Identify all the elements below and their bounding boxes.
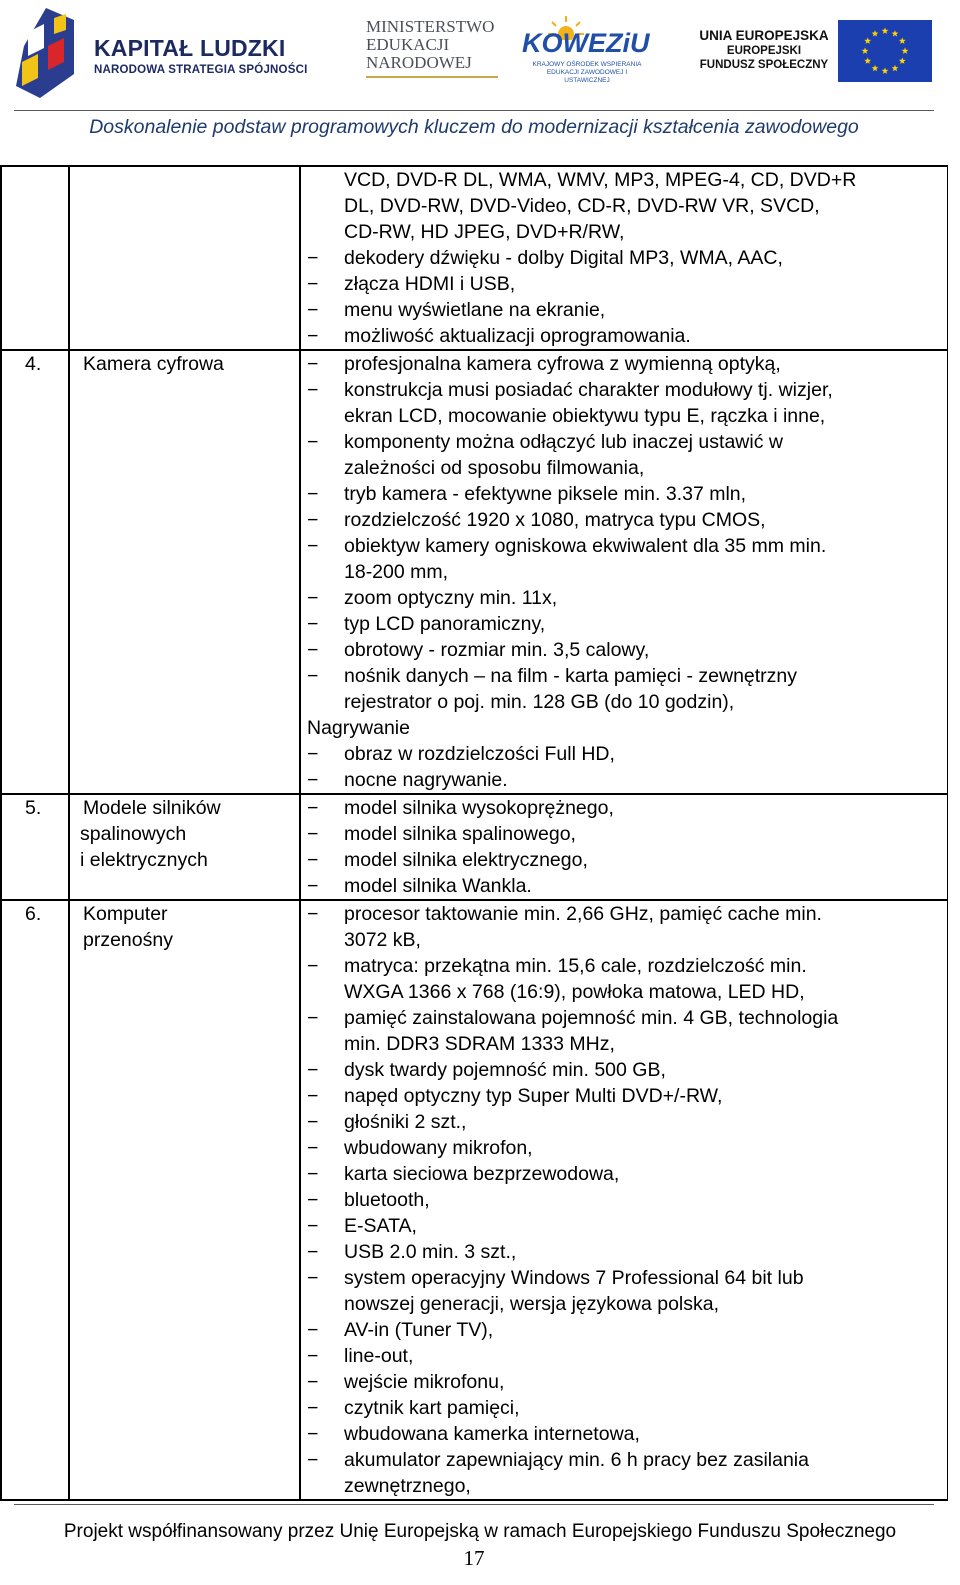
spec-bullet-item: − USB 2.0 min. 3 szt., xyxy=(307,1239,838,1265)
spec-continuation-line: VCD, DVD-R DL, WMA, WMV, MP3, MPEG-4, CD, DVD+R xyxy=(344,169,857,191)
spec-bullet-item: − wbudowany mikrofon, xyxy=(307,1135,838,1161)
spec-continuation-line: zależności od sposobu filmowania, xyxy=(344,457,645,479)
spec-continuation-line: 18-200 mm, xyxy=(344,561,449,583)
spec-bullet-item: − obraz w rozdzielczości Full HD, xyxy=(307,741,833,767)
spec-continuation-line: Nagrywanie xyxy=(307,717,410,739)
spec-bullet-item: − wejście mikrofonu, xyxy=(307,1369,838,1395)
item-name-line: Kamera cyfrowa xyxy=(83,353,224,375)
item-name-line: Komputer xyxy=(83,903,168,925)
header-tagline: Doskonalenie podstaw programowych kluczem do modernizacji kształcenia zawodowego xyxy=(89,116,859,138)
table-border-right xyxy=(947,165,949,1501)
spec-bullet-item: − AV-in (Tuner TV), xyxy=(307,1317,838,1343)
spec-bullet-item: − typ LCD panoramiczny, xyxy=(307,611,833,637)
men-line-3: NARODOWEJ xyxy=(366,53,472,72)
spec-continuation-line: nowszej generacji, wersja językowa polska, xyxy=(344,1293,720,1315)
header-divider xyxy=(14,110,934,111)
spec-bullet-item: − obrotowy - rozmiar min. 3,5 calowy, xyxy=(307,637,833,663)
page-number: 17 xyxy=(463,1546,485,1570)
footer-divider xyxy=(14,1504,934,1505)
men-logo xyxy=(366,18,494,72)
spec-bullet-item: − menu wyświetlane na ekranie, xyxy=(307,297,856,323)
spec-bullet-item: − model silnika Wankla. xyxy=(307,873,614,899)
ue-logo-text xyxy=(694,28,834,72)
spec-bullet-item: − line-out, xyxy=(307,1343,838,1369)
ue-subtitle-1: EUROPEJSKI xyxy=(726,45,802,57)
spec-bullet-item: − wbudowana kamerka internetowa, xyxy=(307,1421,838,1447)
spec-bullet-item: − złącza HDMI i USB, xyxy=(307,271,856,297)
row-specification xyxy=(307,901,838,1499)
row-item-name xyxy=(80,795,221,873)
spec-bullet-item: − model silnika spalinowego, xyxy=(307,821,614,847)
spec-bullet-item: − komponenty można odłączyć lub inaczej ustawić w xyxy=(307,429,833,455)
spec-bullet-item: − nocne nagrywanie. xyxy=(307,767,833,793)
spec-bullet-item: − głośniki 2 szt., xyxy=(307,1109,838,1135)
spec-continuation-line: 3072 kB, xyxy=(344,929,421,951)
kowezu-logo xyxy=(522,20,650,84)
spec-bullet-item: − napęd optyczny typ Super Multi DVD+/-RW, xyxy=(307,1083,838,1109)
table-row-divider xyxy=(0,1499,948,1501)
row-specification xyxy=(307,167,856,349)
spec-bullet-item: − obiektyw kamery ogniskowa ekwiwalent dla 35 mm min. xyxy=(307,533,833,559)
spec-bullet-item: − nośnik danych – na film - karta pamięci - zewnętrzny xyxy=(307,663,833,689)
spec-bullet-item: − matryca: przekątna min. 15,6 cale, rozdzielczość min. xyxy=(307,953,838,979)
item-name-line: Modele silników xyxy=(83,797,221,819)
kowezu-subtitle: KRAJOWY OŚRODEK WSPIERANIA EDUKACJI ZAWODOWEJ I USTAWICZNEJ xyxy=(532,61,642,84)
spec-bullet-item: − model silnika elektrycznego, xyxy=(307,847,614,873)
spec-bullet-item: − system operacyjny Windows 7 Professional 64 bit lub xyxy=(307,1265,838,1291)
row-number: 6. xyxy=(25,903,42,925)
spec-continuation-line: zewnętrznego, xyxy=(344,1475,471,1497)
row-item-name xyxy=(83,901,173,953)
spec-bullet-item: − bluetooth, xyxy=(307,1187,838,1213)
men-line-1: MINISTERSTWO xyxy=(366,17,495,36)
kapital-ludzki-logo-icon xyxy=(14,6,76,100)
spec-continuation-line: rejestrator o poj. min. 128 GB (do 10 godzin), xyxy=(344,691,735,713)
row-number: 5. xyxy=(25,797,42,819)
kowezu-name: KOWEZiU xyxy=(522,28,650,58)
table-border-left xyxy=(0,165,2,1501)
equipment-table xyxy=(0,165,948,1501)
item-name-line: spalinowych xyxy=(80,823,187,845)
men-line-2: EDUKACJI xyxy=(366,35,450,54)
table-col-divider-1 xyxy=(68,165,70,1501)
kapital-ludzki-subtitle: NARODOWA STRATEGIA SPÓJNOŚCI xyxy=(94,64,308,76)
spec-bullet-item: − akumulator zapewniający min. 6 h pracy bez zasilania xyxy=(307,1447,838,1473)
item-name-line: przenośny xyxy=(83,929,173,951)
spec-bullet-item: − procesor taktowanie min. 2,66 GHz, pamięć cache min. xyxy=(307,901,838,927)
row-number: 4. xyxy=(25,353,42,375)
eu-flag-icon xyxy=(838,20,932,82)
footer-text: Projekt współfinansowany przez Unię Europejską w ramach Europejskiego Funduszu Społecznego xyxy=(63,1521,897,1542)
row-item-name xyxy=(83,351,224,377)
kapital-ludzki-text xyxy=(94,36,307,76)
row-specification xyxy=(307,351,833,793)
spec-bullet-item: − model silnika wysokoprężnego, xyxy=(307,795,614,821)
spec-bullet-item: − zoom optyczny min. 11x, xyxy=(307,585,833,611)
spec-bullet-item: − możliwość aktualizacji oprogramowania. xyxy=(307,323,856,349)
spec-continuation-line: min. DDR3 SDRAM 1333 MHz, xyxy=(344,1033,615,1055)
spec-bullet-item: − E-SATA, xyxy=(307,1213,838,1239)
spec-bullet-item: − konstrukcja musi posiadać charakter modułowy tj. wizjer, xyxy=(307,377,833,403)
spec-bullet-item: − tryb kamera - efektywne piksele min. 3.37 mln, xyxy=(307,481,833,507)
item-name-line: i elektrycznych xyxy=(80,849,208,871)
header-logos xyxy=(0,0,960,110)
ue-title: UNIA EUROPEJSKA xyxy=(699,28,829,43)
spec-bullet-item: − karta sieciowa bezprzewodowa, xyxy=(307,1161,838,1187)
men-logo-underline xyxy=(366,76,498,78)
spec-bullet-item: − rozdzielczość 1920 x 1080, matryca typu CMOS, xyxy=(307,507,833,533)
spec-continuation-line: WXGA 1366 x 768 (16:9), powłoka matowa, LED HD, xyxy=(344,981,805,1003)
spec-continuation-line: ekran LCD, mocowanie obiektywu typu E, rączka i inne, xyxy=(344,405,826,427)
spec-bullet-item: − pamięć zainstalowana pojemność min. 4 GB, technologia xyxy=(307,1005,838,1031)
spec-bullet-item: − dysk twardy pojemność min. 500 GB, xyxy=(307,1057,838,1083)
spec-bullet-item: − dekodery dźwięku - dolby Digital MP3, WMA, AAC, xyxy=(307,245,856,271)
table-col-divider-2 xyxy=(299,165,301,1501)
row-specification xyxy=(307,795,614,899)
spec-bullet-item: − profesjonalna kamera cyfrowa z wymienną optyką, xyxy=(307,351,833,377)
spec-bullet-item: − czytnik kart pamięci, xyxy=(307,1395,838,1421)
ue-subtitle-2: FUNDUSZ SPOŁECZNY xyxy=(699,59,829,71)
spec-continuation-line: CD-RW, HD JPEG, DVD+R/RW, xyxy=(344,221,625,243)
spec-continuation-line: DL, DVD-RW, DVD-Video, CD-R, DVD-RW VR, SVCD, xyxy=(344,195,820,217)
kapital-ludzki-title: KAPITAŁ LUDZKI xyxy=(94,35,286,61)
